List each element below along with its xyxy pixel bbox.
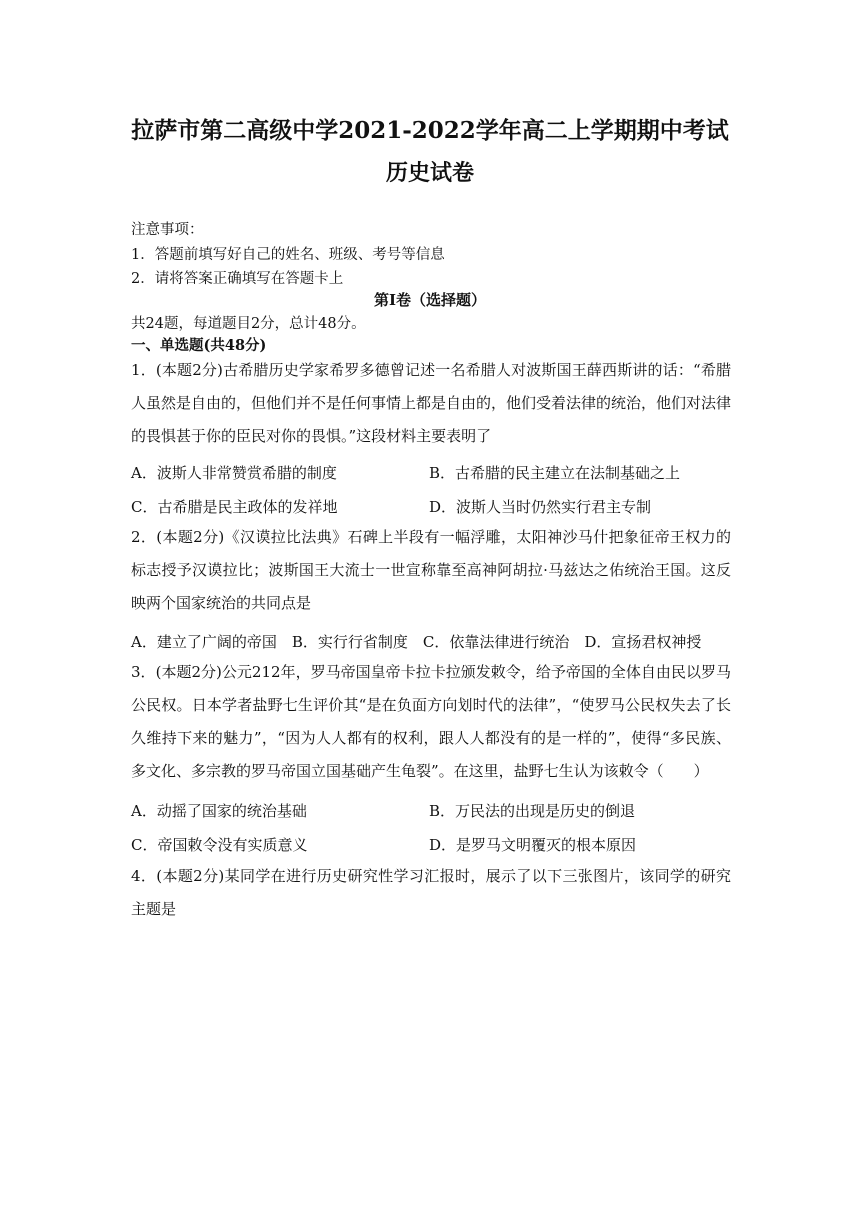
exam-subtitle: 历史试卷 bbox=[385, 160, 474, 186]
notes-item-2: 2．请将答案正确填写在答题卡上 bbox=[131, 271, 344, 287]
question-3-option-c: C．帝国敕令没有实质意义 bbox=[131, 836, 308, 854]
question-1-stem: 1．(本题2分)古希腊历史学家希罗多德曾记述一名希腊人对波斯国王薛西斯讲的话：“希腊人虽然是自由的，但他们并不是任何事情上都是自由的，他们受着法律的统治，他们对法律的畏惧甚于你的臣民对你的畏惧。”这段材料主要表明了 bbox=[131, 361, 732, 445]
section-summary: 共24题，每道题目2分，总计48分。 bbox=[131, 316, 366, 332]
notes-heading: 注意事项： bbox=[131, 222, 204, 238]
exam-title: 拉萨市第二高级中学2021-2022学年高二上学期期中考试 bbox=[131, 117, 729, 144]
question-3-stem: 3．(本题2分)公元212年，罗马帝国皇帝卡拉卡拉颁发敕令，给予帝国的全体自由民以罗马公民权。日本学者盐野七生评价其“是在负面方向划时代的法律”，“使罗马公民权失去了长久维持下来的魅力”，“因为人人都有的权利，跟人人都没有的是一样的”，使得“多民族、多文化、多宗教的罗马帝国立国基础产生龟裂”。在这里，盐野七生认为该敕令（ ） bbox=[131, 663, 731, 780]
question-2-options: A．建立了广阔的帝国 B．实行行省制度 C．依靠法律进行统治 D．宣扬君权神授 bbox=[131, 633, 702, 651]
question-1-option-a: A．波斯人非常赞赏希腊的制度 bbox=[131, 464, 337, 482]
question-2-stem: 2．(本题2分)《汉谟拉比法典》石碑上半段有一幅浮雕，太阳神沙马什把象征帝王权力的标志授予汉谟拉比；波斯国王大流士一世宣称靠至高神阿胡拉·马兹达之佑统治王国。这反映两个国家统治的共同点是 bbox=[131, 528, 731, 612]
question-3-option-d: D．是罗马文明覆灭的根本原因 bbox=[429, 836, 637, 854]
notes-item-1: 1．答题前填写好自己的姓名、班级、考号等信息 bbox=[131, 247, 445, 263]
question-1-option-b: B．古希腊的民主建立在法制基础之上 bbox=[429, 464, 681, 482]
question-3-option-b: B．万民法的出现是历史的倒退 bbox=[429, 802, 636, 820]
section-title: 第I卷（选择题） bbox=[373, 291, 487, 309]
question-4-stem: 4．(本题2分)某同学在进行历史研究性学习汇报时，展示了以下三张图片，该同学的研究主题是 bbox=[131, 867, 731, 918]
part-title: 一、单选题(共48分) bbox=[131, 337, 267, 354]
question-1-option-d: D．波斯人当时仍然实行君主专制 bbox=[429, 498, 652, 516]
question-3-option-a: A．动摇了国家的统治基础 bbox=[131, 802, 307, 820]
question-1-option-c: C．古希腊是民主政体的发祥地 bbox=[131, 498, 338, 516]
